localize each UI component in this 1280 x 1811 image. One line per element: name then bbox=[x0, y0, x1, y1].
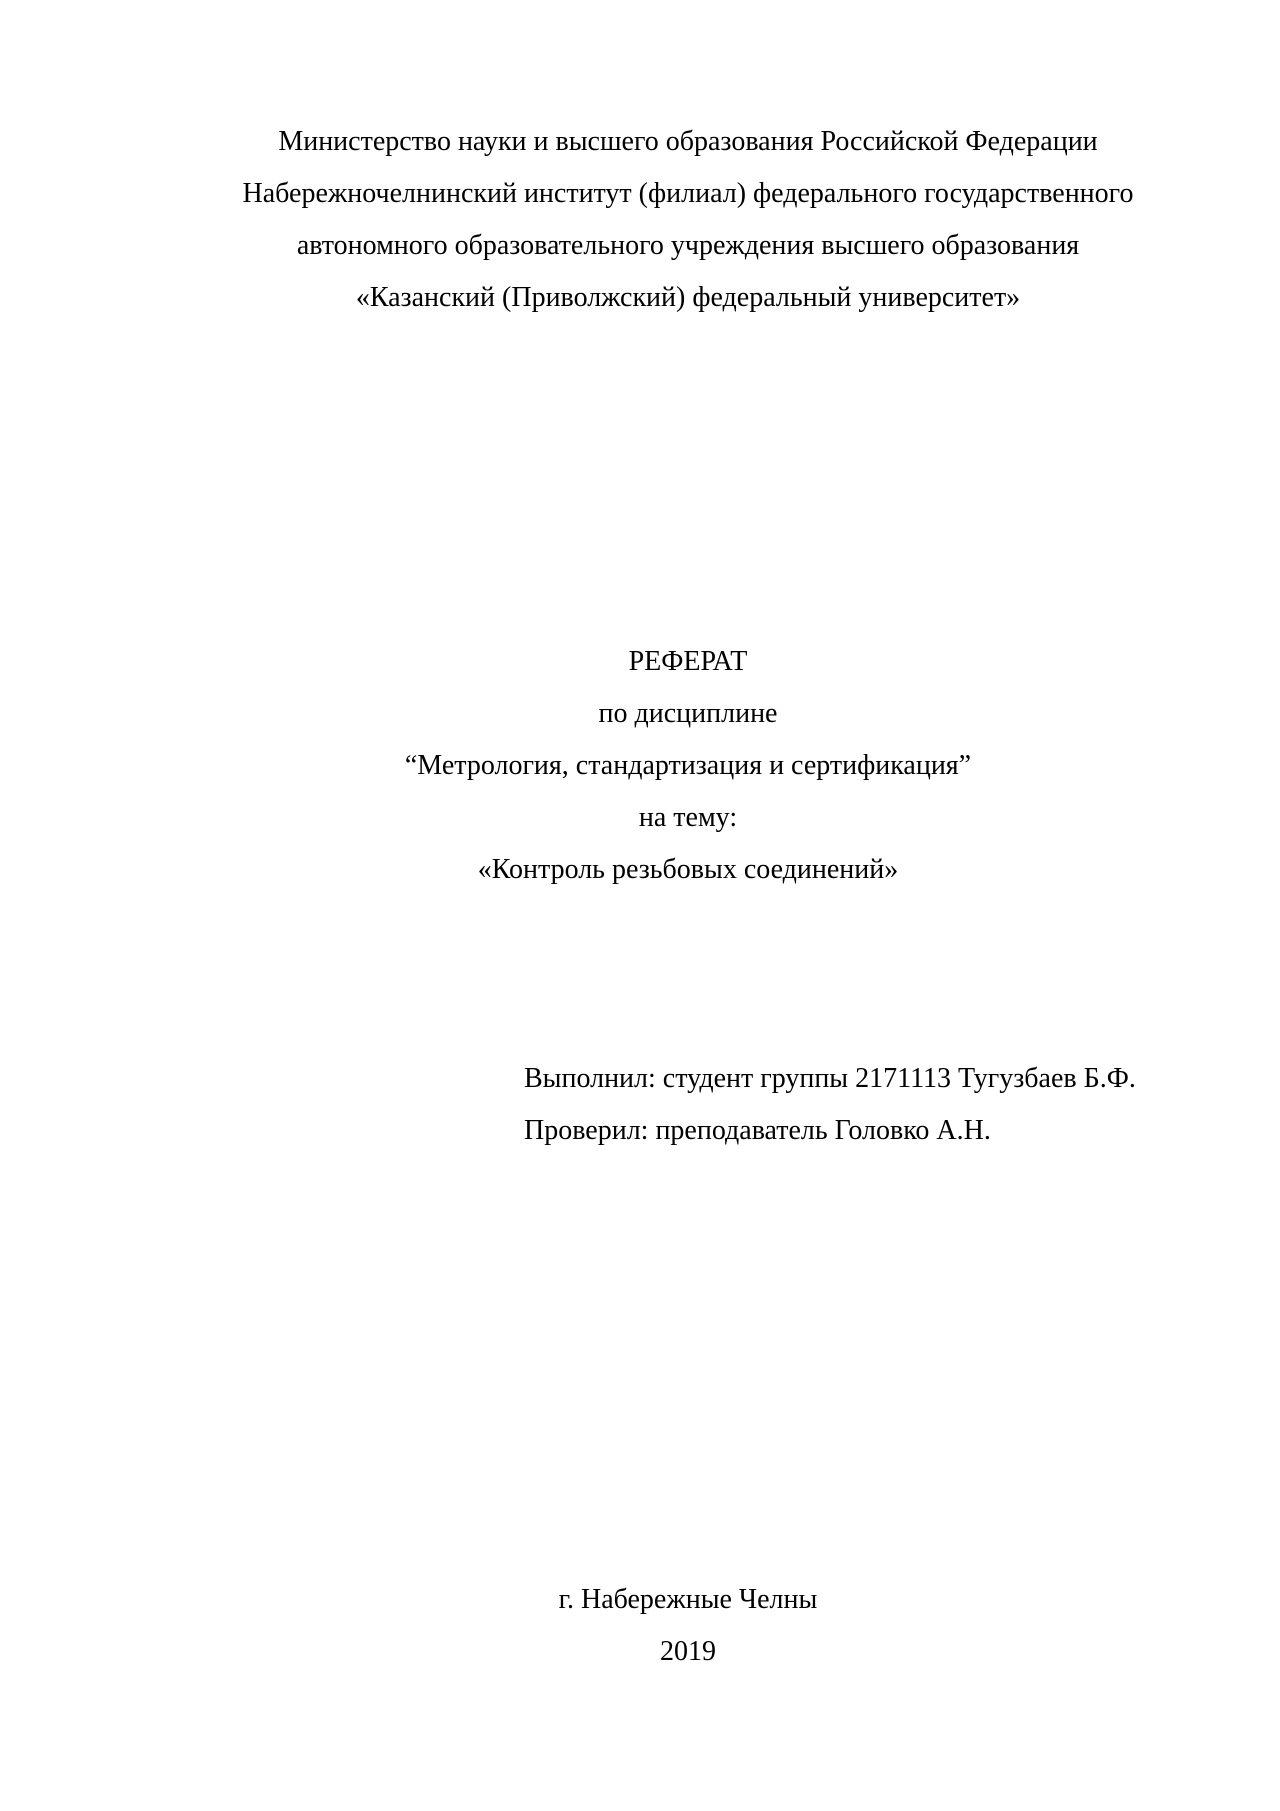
topic-name: «Контроль резьбовых соединений» bbox=[477, 854, 899, 885]
checked-by-line: Проверил: преподаватель Головко А.Н. bbox=[524, 1115, 991, 1146]
discipline-name: “Метрология, стандартизация и сертификация” bbox=[404, 750, 972, 781]
ministry-line: Министерство науки и высшего образования Российской Федерации bbox=[278, 126, 1098, 157]
institution-type-line: автономного образовательного учреждения высшего образования bbox=[296, 230, 1080, 261]
university-line: «Казанский (Приволжский) федеральный университет» bbox=[355, 282, 1021, 313]
institute-line: Набережночелнинский институт (филиал) федерального государственного bbox=[242, 178, 1134, 209]
document-type-title: РЕФЕРАТ bbox=[628, 646, 748, 677]
performed-by-line: Выполнил: студент группы 2171113 Тугузбаев Б.Ф. bbox=[524, 1063, 1136, 1094]
year-line: 2019 bbox=[660, 1636, 716, 1667]
topic-prefix: на тему: bbox=[638, 802, 738, 833]
discipline-prefix: по дисциплине bbox=[598, 698, 778, 729]
city-line: г. Набережные Челны bbox=[558, 1584, 818, 1615]
